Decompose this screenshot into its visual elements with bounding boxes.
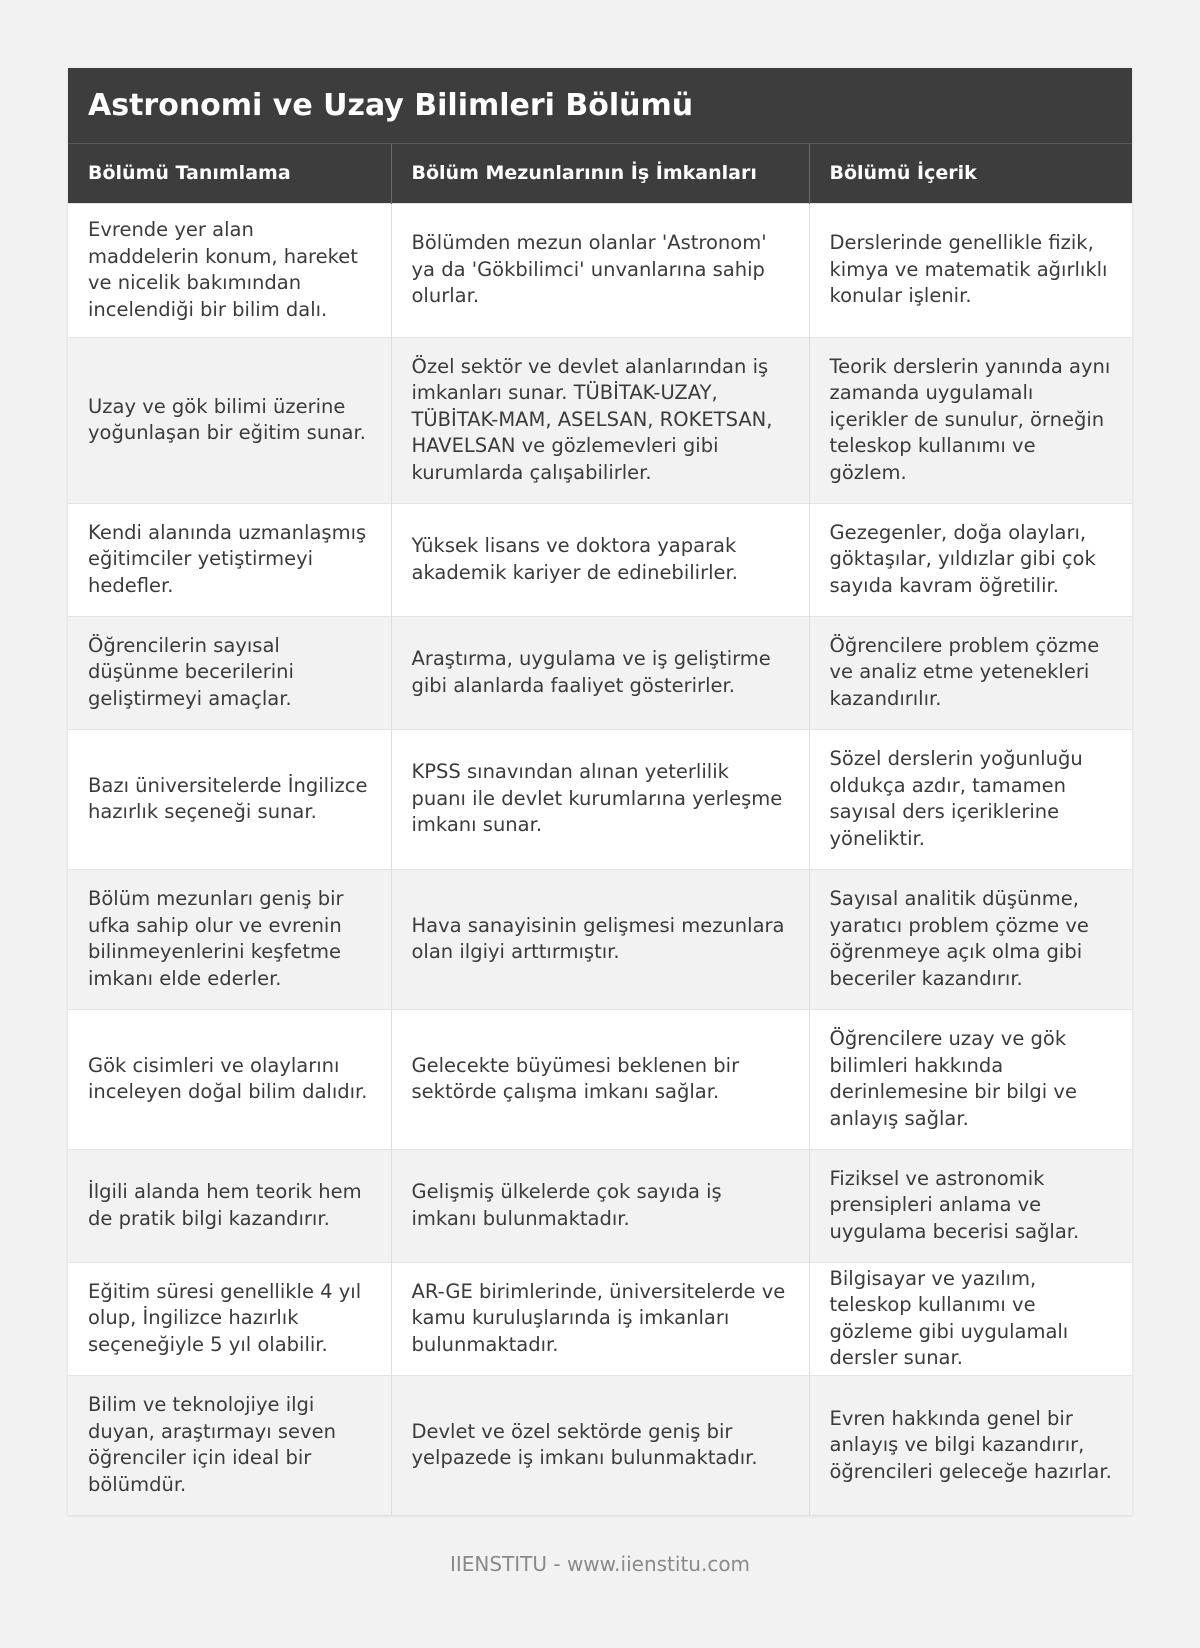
table-cell: Bazı üniversitelerde İngilizce hazırlık seçeneği sunar. <box>68 729 391 869</box>
table-cell: Devlet ve özel sektörde geniş bir yelpazede iş imkanı bulunmaktadır. <box>391 1375 809 1515</box>
table-cell: Sayısal analitik düşünme, yaratıcı problem çözme ve öğrenmeye açık olma gibi beceriler kazandırır. <box>809 869 1132 1009</box>
table-cell: Bilim ve teknolojiye ilgi duyan, araştırmayı seven öğrenciler için ideal bir bölümdür. <box>68 1375 391 1515</box>
table-cell: Bölüm mezunları geniş bir ufka sahip olur ve evrenin bilinmeyenlerini keşfetme imkanı elde ederler. <box>68 869 391 1009</box>
table-title: Astronomi ve Uzay Bilimleri Bölümü <box>68 68 1132 144</box>
table-row <box>68 203 1132 337</box>
table-cell: Fiziksel ve astronomik prensipleri anlama ve uygulama becerisi sağlar. <box>809 1149 1132 1262</box>
table-cell: Araştırma, uygulama ve iş geliştirme gibi alanlarda faaliyet gösterirler. <box>391 616 809 729</box>
table-row <box>68 616 1132 729</box>
column-header-content: Bölümü İçerik <box>809 144 1132 203</box>
table-cell: Bölümden mezun olanlar 'Astronom' ya da 'Gökbilimci' unvanlarına sahip olurlar. <box>391 203 809 337</box>
table-cell: Teorik derslerin yanında aynı zamanda uygulamalı içerikler de sunulur, örneğin teleskop kullanımı ve gözlem. <box>809 337 1132 503</box>
table-cell: Öğrencilere uzay ve gök bilimleri hakkında derinlemesine bir bilgi ve anlayış sağlar. <box>809 1009 1132 1149</box>
table-cell: Hava sanayisinin gelişmesi mezunlara olan ilgiyi arttırmıştır. <box>391 869 809 1009</box>
info-table <box>68 144 1132 1515</box>
table-cell: Uzay ve gök bilimi üzerine yoğunlaşan bir eğitim sunar. <box>68 337 391 503</box>
table-cell: Bilgisayar ve yazılım, teleskop kullanımı ve gözleme gibi uygulamalı dersler sunar. <box>809 1262 1132 1375</box>
table-row <box>68 869 1132 1009</box>
table-row <box>68 503 1132 616</box>
table-cell: Öğrencilerin sayısal düşünme becerilerini geliştirmeyi amaçlar. <box>68 616 391 729</box>
table-cell: AR-GE birimlerinde, üniversitelerde ve kamu kuruluşlarında iş imkanları bulunmaktadır. <box>391 1262 809 1375</box>
table-cell: KPSS sınavından alınan yeterlilik puanı ile devlet kurumlarına yerleşme imkanı sunar. <box>391 729 809 869</box>
footer-credit: IIENSTITU - www.iienstitu.com <box>449 1552 751 1576</box>
table-cell: Gelecekte büyümesi beklenen bir sektörde çalışma imkanı sağlar. <box>391 1009 809 1149</box>
table-row <box>68 729 1132 869</box>
table-cell: Yüksek lisans ve doktora yaparak akademik kariyer de edinebilirler. <box>391 503 809 616</box>
table-cell: Gök cisimleri ve olaylarını inceleyen doğal bilim dalıdır. <box>68 1009 391 1149</box>
table-row <box>68 1009 1132 1149</box>
table-cell: İlgili alanda hem teorik hem de pratik bilgi kazandırır. <box>68 1149 391 1262</box>
table-cell: Öğrencilere problem çözme ve analiz etme yetenekleri kazandırılır. <box>809 616 1132 729</box>
table-row <box>68 1262 1132 1375</box>
table-cell: Evrende yer alan maddelerin konum, hareket ve nicelik bakımından incelendiği bir bilim dalı. <box>68 203 391 337</box>
table-cell: Gezegenler, doğa olayları, göktaşılar, yıldızlar gibi çok sayıda kavram öğretilir. <box>809 503 1132 616</box>
table-cell: Gelişmiş ülkelerde çok sayıda iş imkanı bulunmaktadır. <box>391 1149 809 1262</box>
table-cell: Derslerinde genellikle fizik, kimya ve matematik ağırlıklı konular işlenir. <box>809 203 1132 337</box>
table-cell: Özel sektör ve devlet alanlarından iş imkanları sunar. TÜBİTAK-UZAY, TÜBİTAK-MAM, ASELSAN, ROKETSAN, HAVELSAN ve gözlemevleri gibi kurumlarda çalışabilirler. <box>391 337 809 503</box>
table-cell: Sözel derslerin yoğunluğu oldukça azdır, tamamen sayısal ders içeriklerine yöneliktir. <box>809 729 1132 869</box>
header-row <box>68 144 1132 203</box>
table-row <box>68 1149 1132 1262</box>
table-cell: Eğitim süresi genellikle 4 yıl olup, İngilizce hazırlık seçeneğiyle 5 yıl olabilir. <box>68 1262 391 1375</box>
table-cell: Evren hakkında genel bir anlayış ve bilgi kazandırır, öğrencileri geleceğe hazırlar. <box>809 1375 1132 1515</box>
table-row <box>68 337 1132 503</box>
table-row <box>68 1375 1132 1515</box>
column-header-careers: Bölüm Mezunlarının İş İmkanları <box>391 144 809 203</box>
column-header-description: Bölümü Tanımlama <box>68 144 391 203</box>
info-table-card <box>68 68 1132 1515</box>
table-cell: Kendi alanında uzmanlaşmış eğitimciler yetiştirmeyi hedefler. <box>68 503 391 616</box>
